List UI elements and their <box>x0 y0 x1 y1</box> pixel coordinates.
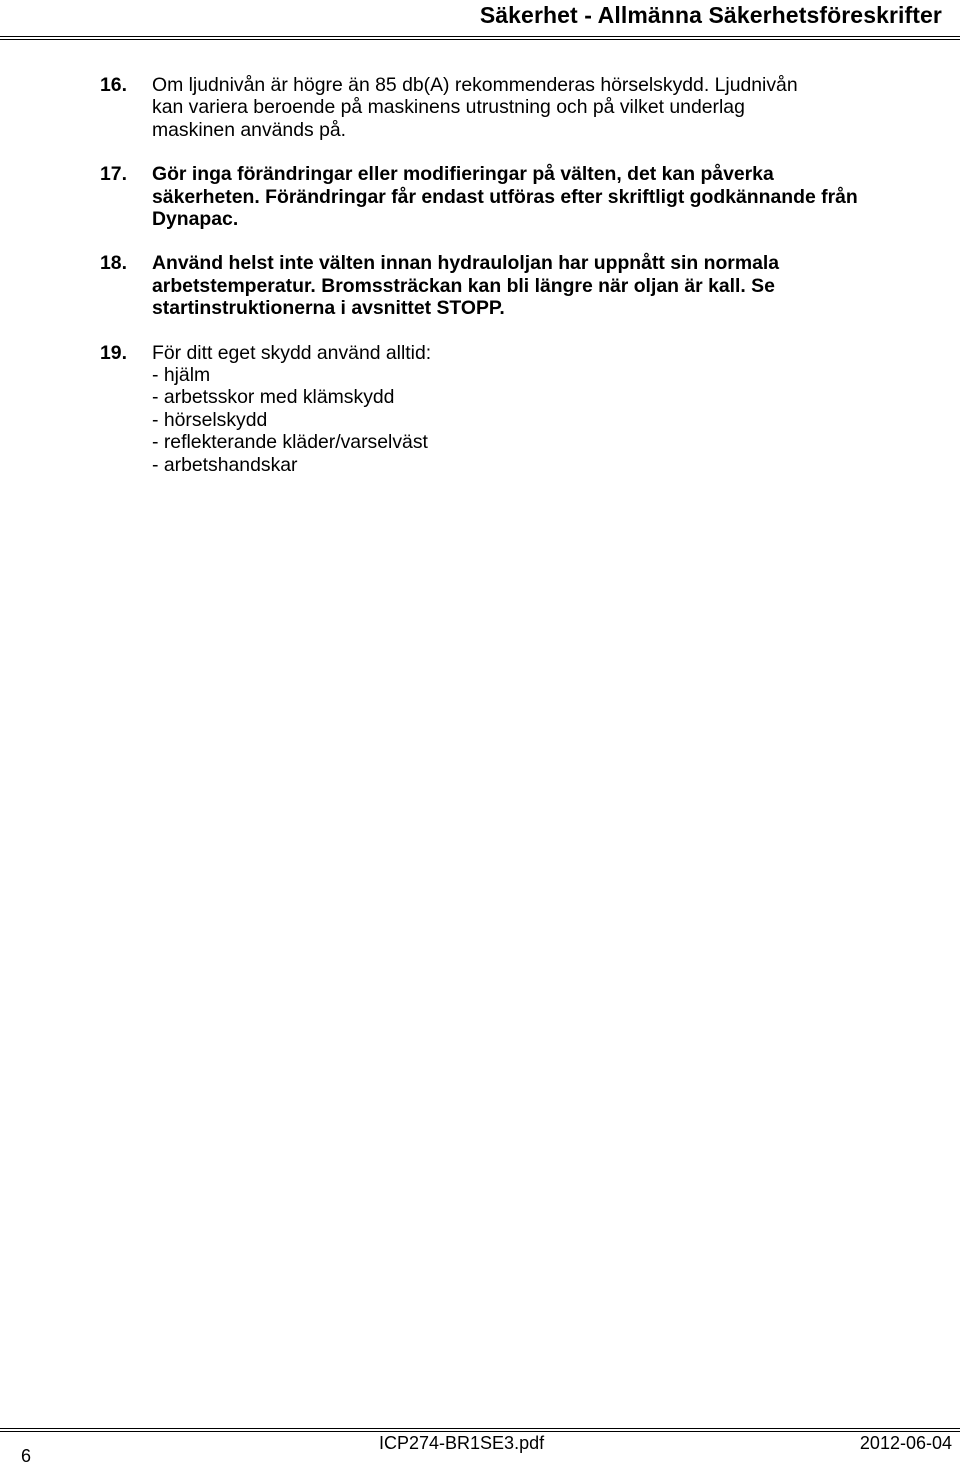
list-item <box>100 342 950 476</box>
item-line: - reflekterande kläder/varselväst <box>152 431 428 454</box>
footer-date: 2012-06-04 <box>859 1433 952 1453</box>
item-text <box>152 342 950 476</box>
list-item <box>100 74 950 141</box>
item-line: säkerheten. Förändringar får endast utföras efter skriftligt godkännande från <box>152 185 858 208</box>
item-line: startinstruktionerna i avsnittet STOPP. <box>152 297 505 320</box>
item-line: - arbetsskor med klämskydd <box>152 386 395 409</box>
item-line: Använd helst inte välten innan hydrauloljan har uppnått sin normala <box>152 252 780 275</box>
item-line: Gör inga förändringar eller modifieringar på välten, det kan påverka <box>152 163 774 186</box>
item-line: - hörselskydd <box>152 408 268 431</box>
safety-rules-list <box>100 74 950 498</box>
item-number: 17. <box>100 163 127 186</box>
page-number: 6 <box>21 1446 32 1466</box>
header-divider <box>0 36 960 40</box>
item-line: - arbetshandskar <box>152 453 298 476</box>
item-number: 16. <box>100 74 127 96</box>
item-text <box>152 74 950 141</box>
list-item <box>100 252 950 319</box>
item-line: arbetstemperatur. Bromssträckan kan bli längre när oljan är kall. Se <box>152 274 775 297</box>
footer-divider <box>0 1428 960 1432</box>
item-line: Dynapac. <box>152 208 239 231</box>
item-line: maskinen används på. <box>152 118 347 141</box>
item-line: För ditt eget skydd använd alltid: <box>152 341 432 364</box>
item-number: 19. <box>100 341 127 364</box>
item-line: Om ljudnivån är högre än 85 db(A) rekommenderas hörselskydd. Ljudnivån <box>152 74 798 96</box>
item-line: kan variera beroende på maskinens utrustning och på vilket underlag <box>152 96 745 119</box>
list-item <box>100 163 950 230</box>
page-header-title: Säkerhet - Allmänna Säkerhetsföreskrifter <box>479 2 942 28</box>
footer-filename: ICP274-BR1SE3.pdf <box>379 1433 545 1453</box>
item-text <box>152 252 950 319</box>
item-number: 18. <box>100 252 127 275</box>
item-text <box>152 163 950 230</box>
item-line: - hjälm <box>152 364 211 387</box>
